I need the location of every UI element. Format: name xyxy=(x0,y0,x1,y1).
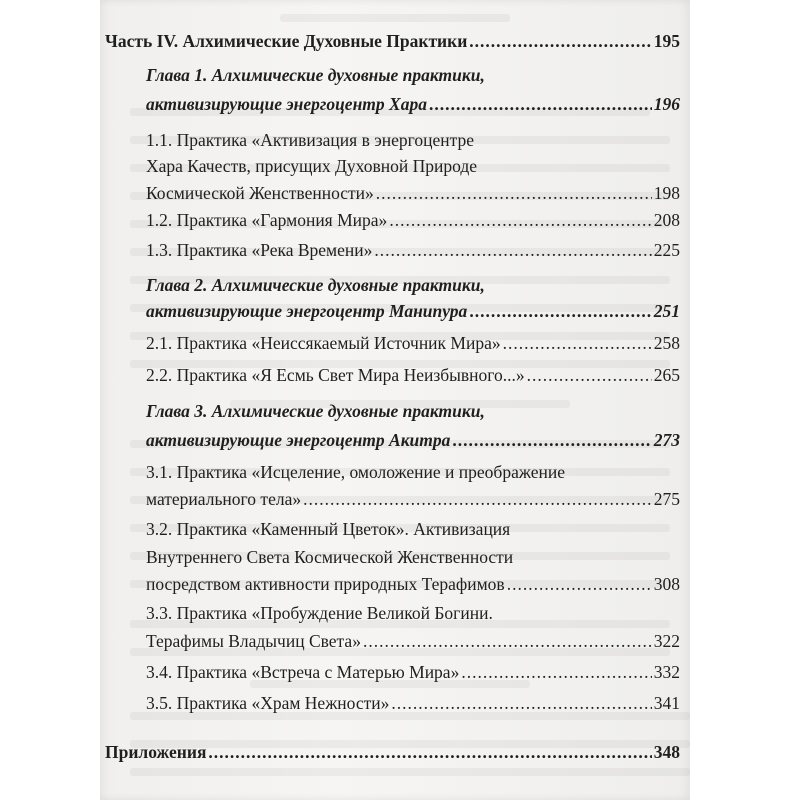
toc-item-2-1-page: 258 xyxy=(653,333,680,353)
toc-chapter-1-page: 196 xyxy=(653,94,680,114)
dot-leader xyxy=(507,571,652,597)
toc-item-3-5-title: 3.5. Практика «Храм Нежности» xyxy=(146,693,390,713)
toc-item-2-1[interactable] xyxy=(146,330,680,356)
dot-leader xyxy=(429,91,652,117)
toc-item-3-5[interactable] xyxy=(146,690,680,716)
toc-appendix[interactable] xyxy=(105,739,680,765)
toc-item-3-2-title-end: посредством активности природных Терафимов xyxy=(146,574,505,594)
dot-leader xyxy=(452,427,651,453)
toc-item-1-1-title: 1.1. Практика «Активизация в энергоцентре xyxy=(146,130,474,150)
toc-item-3-3-line1[interactable] xyxy=(146,600,680,626)
toc-item-3-1-title: 3.1. Практика «Исцеление, омоложение и преображение xyxy=(146,462,565,482)
toc-chapter-2-title-cont: активизирующие энергоцентр Манипура xyxy=(146,301,468,321)
toc-item-2-2-page: 265 xyxy=(653,365,680,385)
toc-item-1-1[interactable] xyxy=(146,180,680,206)
dot-leader xyxy=(503,330,652,356)
dot-leader xyxy=(469,28,651,54)
toc-item-3-1[interactable] xyxy=(146,486,680,512)
toc-chapter-1-title: Глава 1. Алхимические духовные практики, xyxy=(146,65,485,85)
toc-item-3-1-line1[interactable] xyxy=(146,459,680,485)
toc-appendix-title: Приложения xyxy=(105,742,207,762)
toc-item-2-1-title: 2.1. Практика «Неиссякаемый Источник Мира» xyxy=(146,333,501,353)
toc-item-3-3[interactable] xyxy=(146,628,680,654)
dot-leader xyxy=(461,659,651,685)
toc-item-1-2-page: 208 xyxy=(653,210,680,230)
toc-item-1-3[interactable] xyxy=(146,237,680,263)
dot-leader xyxy=(303,486,652,512)
toc-item-3-2-title-cont: Внутреннего Света Космической Женственности xyxy=(146,547,514,567)
toc-item-1-1-title-cont: Хара Качеств, присущих Духовной Природе xyxy=(146,156,478,176)
toc-item-3-2-title: 3.2. Практика «Каменный Цветок». Активизация xyxy=(146,519,511,539)
toc-item-3-2[interactable] xyxy=(146,571,680,597)
toc-chapter-3-page: 273 xyxy=(653,430,680,450)
toc-part-iv-title: Часть IV. Алхимические Духовные Практики xyxy=(105,31,468,51)
toc-chapter-3-title: Глава 3. Алхимические духовные практики, xyxy=(146,401,485,421)
toc-item-3-1-title-cont: материального тела» xyxy=(146,489,302,509)
toc-item-1-1-line2[interactable] xyxy=(146,153,680,179)
toc-chapter-3[interactable] xyxy=(146,427,680,453)
toc-item-1-2-title: 1.2. Практика «Гармония Мира» xyxy=(146,210,388,230)
toc-item-3-1-page: 275 xyxy=(653,489,680,509)
toc-chapter-1[interactable] xyxy=(146,91,680,117)
dot-leader xyxy=(389,207,651,233)
toc-item-2-2-title: 2.2. Практика «Я Есмь Свет Мира Неизбывного...» xyxy=(146,365,525,385)
dot-leader xyxy=(363,628,652,654)
toc-item-1-1-line1[interactable] xyxy=(146,127,680,153)
toc-appendix-page: 348 xyxy=(653,742,680,762)
dot-leader xyxy=(374,237,651,263)
dot-leader xyxy=(391,690,651,716)
toc-part-iv[interactable] xyxy=(105,28,680,54)
toc-item-1-1-page: 198 xyxy=(653,183,680,203)
dot-leader xyxy=(208,739,651,765)
toc-item-3-4[interactable] xyxy=(146,659,680,685)
toc-item-1-2[interactable] xyxy=(146,207,680,233)
toc-item-2-2[interactable] xyxy=(146,362,680,388)
toc-chapter-2[interactable] xyxy=(146,298,680,324)
toc-item-1-3-title: 1.3. Практика «Река Времени» xyxy=(146,240,373,260)
toc-item-3-3-page: 322 xyxy=(653,631,680,651)
toc-item-3-5-page: 341 xyxy=(653,693,680,713)
book-page xyxy=(100,0,690,800)
toc-chapter-3-line1[interactable] xyxy=(146,398,680,424)
dot-leader xyxy=(527,362,652,388)
toc-chapter-2-page: 251 xyxy=(653,301,680,321)
toc-item-3-4-title: 3.4. Практика «Встреча с Матерью Мира» xyxy=(146,662,460,682)
toc-chapter-3-title-cont: активизирующие энергоцентр Акитра xyxy=(146,430,451,450)
dot-leader xyxy=(376,180,652,206)
toc-item-1-3-page: 225 xyxy=(653,240,680,260)
toc-item-3-2-line2[interactable] xyxy=(146,544,680,570)
toc-chapter-2-title: Глава 2. Алхимические духовные практики, xyxy=(146,275,485,295)
toc-item-3-4-page: 332 xyxy=(653,662,680,682)
toc-chapter-1-title-cont: активизирующие энергоцентр Хара xyxy=(146,94,427,114)
toc-item-1-1-title-end: Космической Женственности» xyxy=(146,183,374,203)
toc-chapter-2-line1[interactable] xyxy=(146,272,680,298)
toc-item-3-3-title: 3.3. Практика «Пробуждение Великой Богини. xyxy=(146,603,493,623)
toc-chapter-1-line1[interactable] xyxy=(146,62,680,88)
toc-item-3-3-title-cont: Терафимы Владычиц Света» xyxy=(146,631,361,651)
toc-item-3-2-line1[interactable] xyxy=(146,516,680,542)
toc-item-3-2-page: 308 xyxy=(653,574,680,594)
toc-part-iv-page: 195 xyxy=(653,31,680,51)
dot-leader xyxy=(469,298,651,324)
